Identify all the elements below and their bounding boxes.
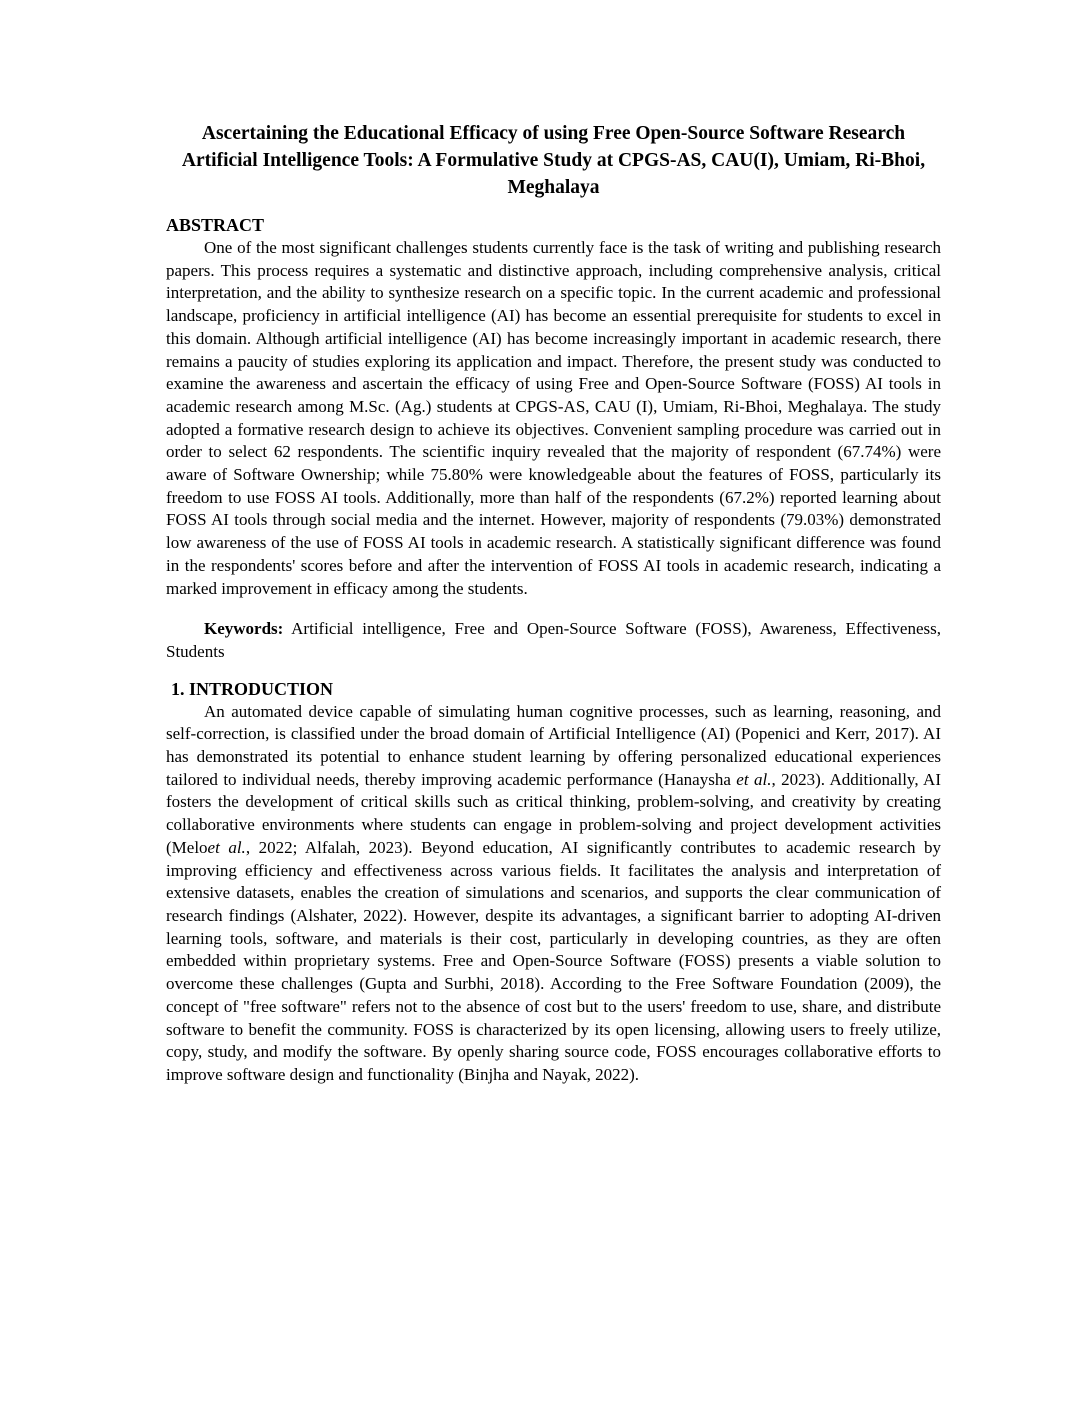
keywords-text: Artificial intelligence, Free and Open-Source Software (FOSS), Awareness, Effectiveness, Students <box>166 619 941 661</box>
abstract-paragraph: One of the most significant challenges students currently face is the task of writing and publishing research papers. This process requires a systematic and distinctive approach, including comprehensive analysis, critical interpretation, and the ability to synthesize research on a specific topic. In the current academic and professional landscape, proficiency in artificial intelligence (AI) has become an essential prerequisite for students to excel in this domain. Although artificial intelligence (AI) has become increasingly important in academic research, there remains a paucity of studies exploring its application and impact. Therefore, the present study was conducted to examine the awareness and ascertain the efficacy of using Free and Open-Source Software (FOSS) AI tools in academic research among M.Sc. (Ag.) students at CPGS-AS, CAU (I), Umiam, Ri-Bhoi, Meghalaya. The study adopted a formative research design to achieve its objectives. Convenient sampling procedure was carried out in order to select 62 respondents. The scientific inquiry revealed that the majority of respondent (67.74%) were aware of Software Ownership; while 75.80% were knowledgeable about the features of FOSS, particularly its freedom to use FOSS AI tools. Additionally, more than half of the respondents (67.2%) reported learning about FOSS AI tools through social media and the internet. However, majority of respondents (79.03%) demonstrated low awareness of the use of FOSS AI tools in academic research. A statistically significant difference was found in the respondents' scores before and after the intervention of FOSS AI tools in academic research, indicating a marked improvement in efficacy among the students. <box>166 238 941 598</box>
et-al-citation-2: et al. <box>207 837 246 857</box>
introduction-heading: 1. INTRODUCTION <box>171 678 334 699</box>
introduction-text-1: An automated device capable of simulating human cognitive processes, such as learning, reasoning, and self-correction, is classified under the broad domain of Artificial Intelligence (AI) (Popenici and Kerr, 2017). AI has demonstrated its potential to enhance student learning by offering personalized educational experiences tailored to individual needs, thereby improving academic performance (Hanaysha <box>166 701 941 789</box>
abstract-heading: ABSTRACT <box>166 215 265 235</box>
introduction-paragraph <box>166 701 941 1087</box>
document-page <box>166 0 941 1087</box>
paper-title: Ascertaining the Educational Efficacy of using Free Open-Source Software Research Artificial Intelligence Tools: A Formulative Study at CPGS-AS, CAU(I), Umiam, Ri-Bhoi, Meghalaya <box>181 123 926 198</box>
introduction-text-3: , 2022; Alfalah, 2023). Beyond education, AI significantly contributes to academic research by improving efficiency and effectiveness across various fields. It facilitates the analysis and interpretation of extensive datasets, enables the creation of simulations and scenarios, and supports the clear communication of research findings (Alshater, 2022). However, despite its advantages, a significant barrier to adopting AI-driven learning tools, software, and materials is their cost, particularly in developing countries, as they are often embedded within proprietary systems. Free and Open-Source Software (FOSS) presents a viable solution to overcome these challenges (Gupta and Surbhi, 2018). According to the Free Software Foundation (2009), the concept of "free software" refers not to the absence of cost but to the users' freedom to use, share, and distribute software to benefit the community. FOSS is characterized by its open licensing, allowing users to freely utilize, copy, study, and modify the software. By openly sharing source code, FOSS encourages collaborative efforts to improve software design and functionality (Binjha and Nayak, 2022). <box>166 837 941 1084</box>
keywords-paragraph <box>166 618 941 663</box>
introduction-text-2: , 2023). Additionally, AI fosters the development of critical skills such as critical thinking, problem-solving, and creativity by creating collaborative environments where students can engage in problem-solving and project development activities (Melo <box>166 769 941 857</box>
keywords-label: Keywords: <box>204 619 284 639</box>
et-al-citation-1: et al. <box>736 769 772 789</box>
